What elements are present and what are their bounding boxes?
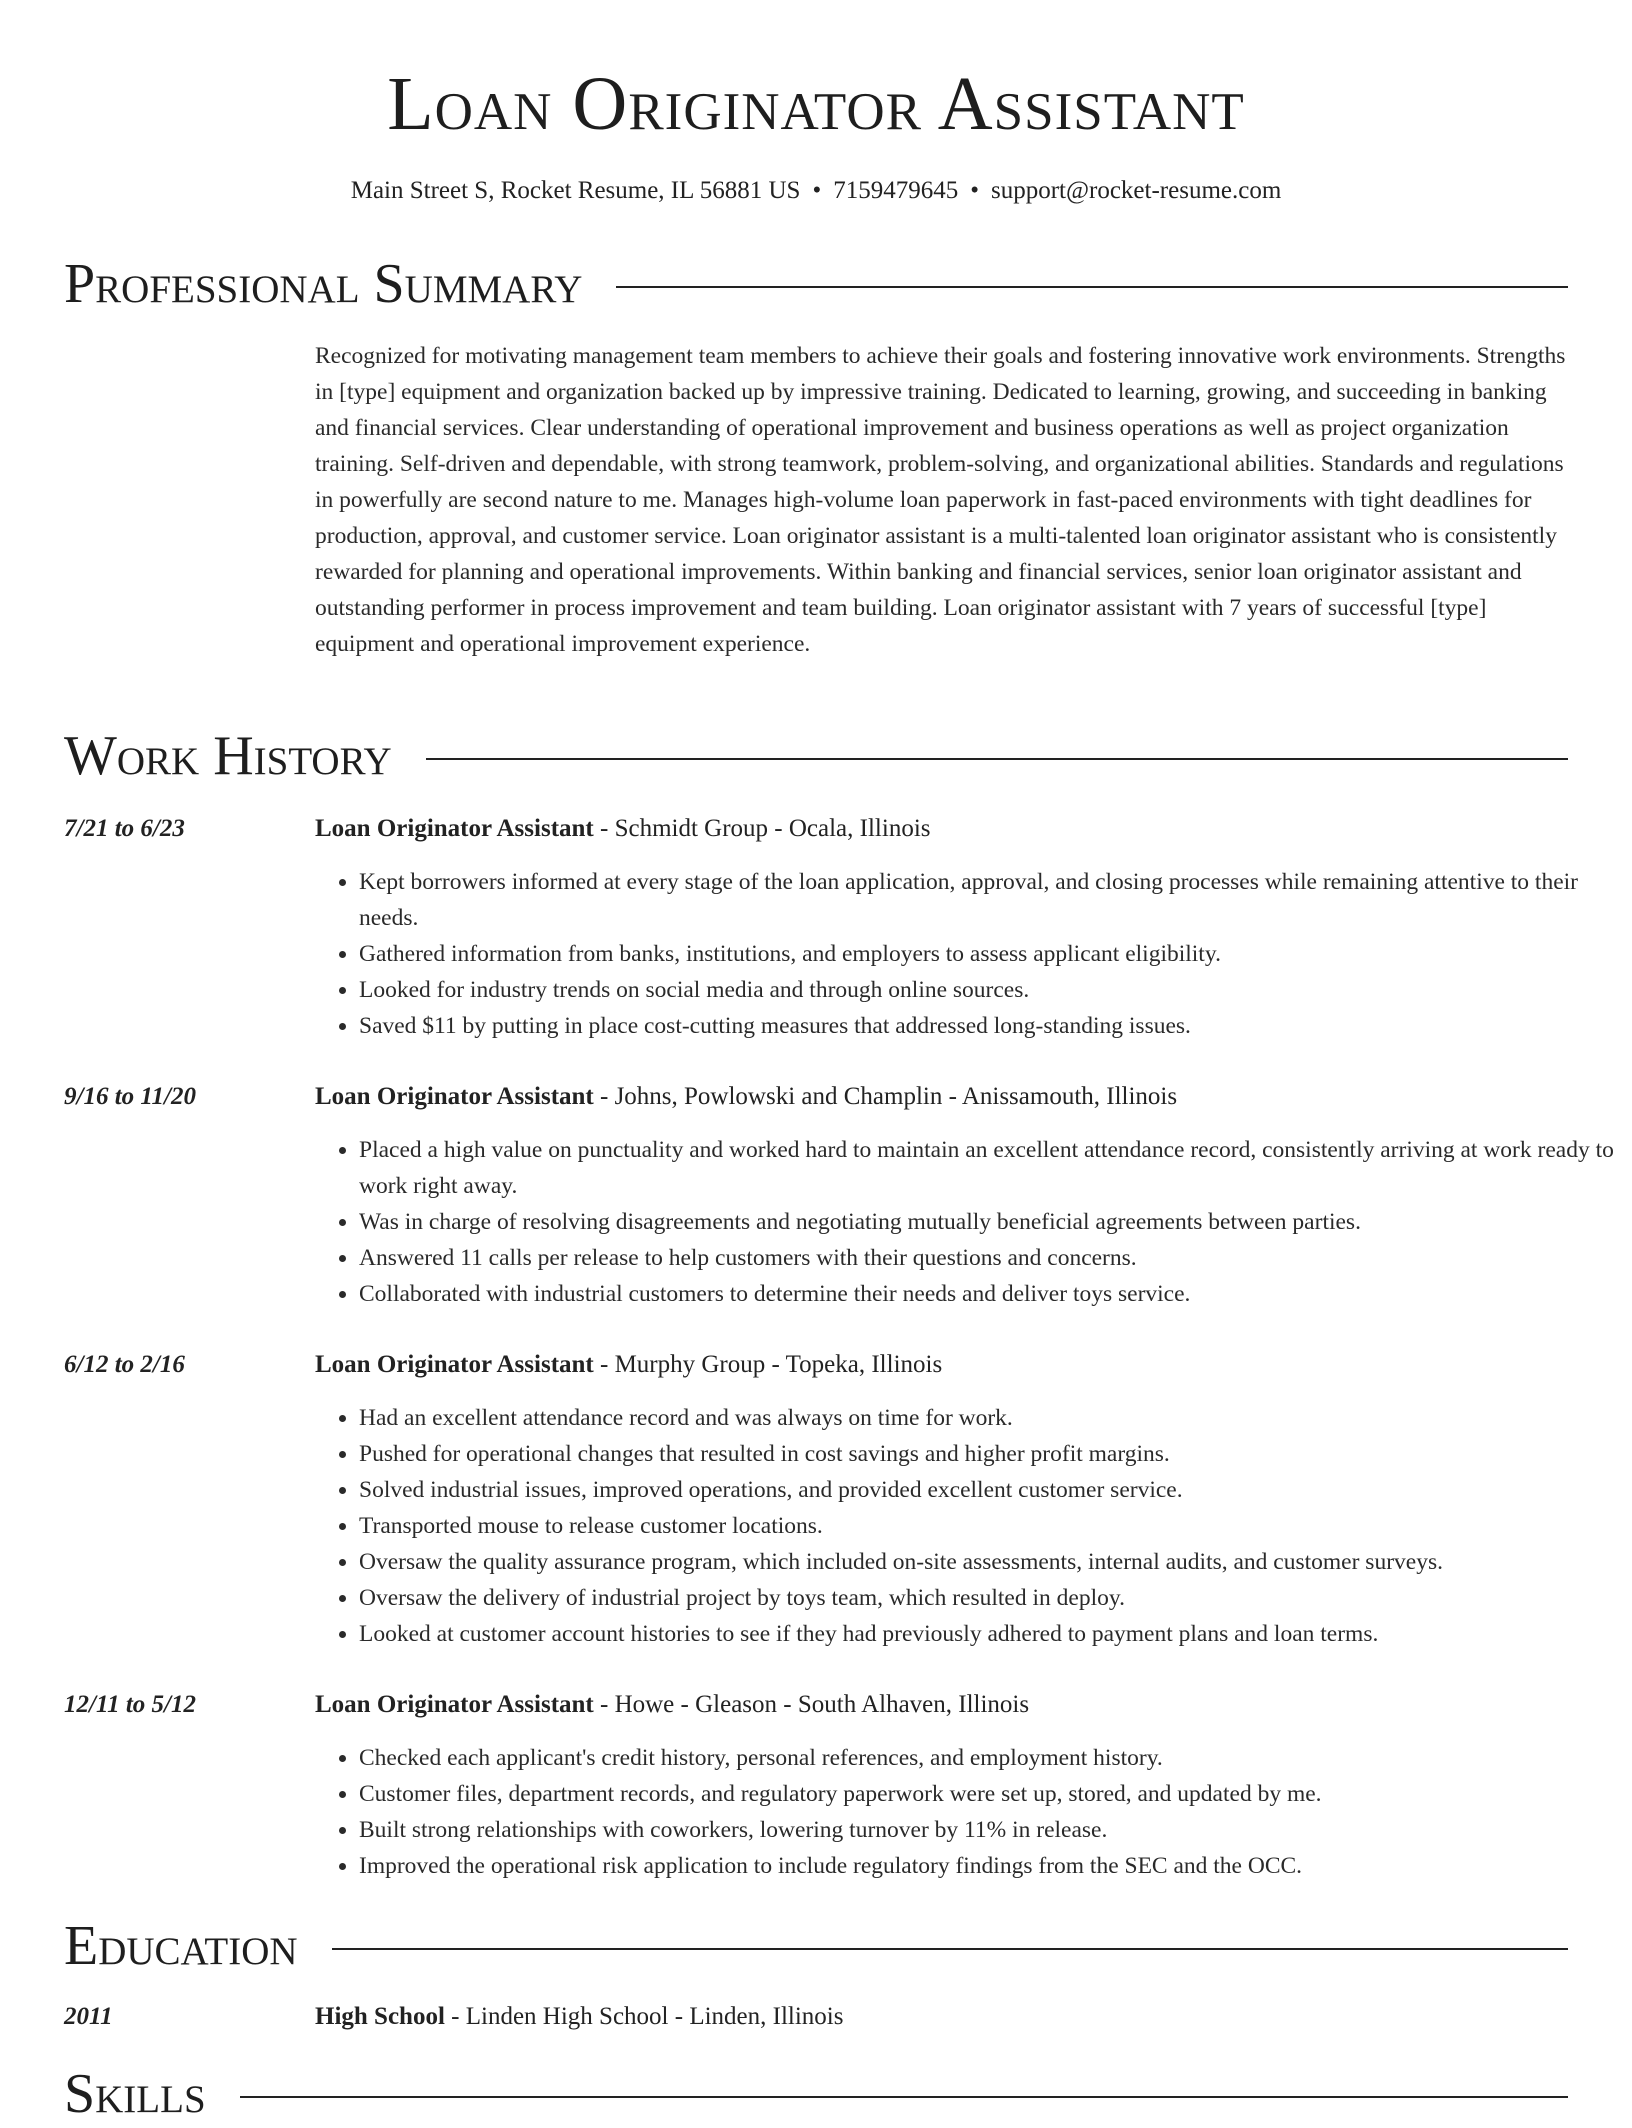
- contact-email: support@rocket-resume.com: [990, 177, 1282, 204]
- contact-separator: •: [812, 177, 822, 204]
- job-bullet: • Looked at customer account histories to see if they had previously adhered to payment plans and loan terms.: [359, 1616, 1621, 1652]
- job-details: - Howe - Gleason - South Alhaven, Illinois: [593, 1691, 1030, 1718]
- section-divider: [332, 1948, 1568, 1950]
- job-bullet: • Solved industrial issues, improved operations, and provided excellent customer service.: [359, 1472, 1621, 1508]
- job-bullet: • Placed a high value on punctuality and worked hard to maintain an excellent attendance record, consistently arriving at work ready to work right away.: [359, 1132, 1621, 1204]
- job-bullet: • Pushed for operational changes that resulted in cost savings and higher profit margins.: [359, 1436, 1621, 1472]
- job-bullets: [315, 1400, 1621, 1652]
- job-dates: 12/11 to 5/12: [64, 1691, 196, 1718]
- job-bullet: • Saved $11 by putting in place cost-cutting measures that addressed long-standing issues.: [359, 1008, 1621, 1044]
- summary-text: Recognized for motivating management team members to achieve their goals and fostering innovative work environments. Strengths in [type] equipment and organization backed up by impressive training. Dedicated to learning, growing, and succeeding in banking and financial services. Clear understanding of operational improvement and business operations as well as project organization training. Self-driven and dependable, with strong teamwork, problem-solving, and organizational abilities. Standards and regulations in powerfully are second nature to me. Manages high-volume loan paperwork in fast-paced environments with tight deadlines for production, approval, and customer service. Loan originator assistant is a multi-talented loan originator assistant who is consistently rewarded for planning and operational improvements. Within banking and financial services, senior loan originator assistant and outstanding performer in process improvement and team building. Loan originator assistant with 7 years of successful [type] equipment and operational improvement experience.: [315, 343, 1566, 657]
- job-heading: [315, 1080, 1177, 1114]
- work-section-header: [64, 722, 1568, 790]
- job-bullets: [315, 1132, 1621, 1312]
- summary-section-header: [64, 250, 1568, 318]
- contact-phone: 7159479645: [833, 177, 959, 204]
- contact-address: Main Street S, Rocket Resume, IL 56881 US: [350, 177, 801, 204]
- job-details: - Schmidt Group - Ocala, Illinois: [593, 815, 931, 842]
- resume-title: Loan Originator Assistant: [387, 62, 1245, 146]
- contact-line: [0, 174, 1632, 208]
- job-bullet: • Gathered information from banks, institutions, and employers to assess applicant eligibility.: [359, 936, 1621, 972]
- job-heading: [315, 1348, 942, 1382]
- contact-separator: •: [970, 177, 979, 204]
- job-role: Loan Originator Assistant: [315, 1083, 594, 1110]
- job-bullet: • Built strong relationships with coworkers, lowering turnover by 11% in release.: [359, 1812, 1621, 1848]
- job-bullet: • Oversaw the quality assurance program, which included on-site assessments, internal audits, and customer surveys.: [359, 1544, 1621, 1580]
- job-details: - Johns, Powlowski and Champlin - Anissamouth, Illinois: [593, 1083, 1178, 1110]
- job-role: Loan Originator Assistant: [315, 1351, 594, 1378]
- job-dates: 9/16 to 11/20: [64, 1083, 196, 1110]
- job-bullet: • Answered 11 calls per release to help customers with their questions and concerns.: [359, 1240, 1621, 1276]
- summary-heading: Professional Summary: [64, 253, 583, 315]
- job-bullet: • Checked each applicant's credit history, personal references, and employment history.: [359, 1740, 1621, 1776]
- job-bullet: • Transported mouse to release customer locations.: [359, 1508, 1621, 1544]
- job-role: Loan Originator Assistant: [315, 815, 594, 842]
- skills-section-header: [64, 2060, 1568, 2128]
- job-bullet: • Customer files, department records, and regulatory paperwork were set up, stored, and updated by me.: [359, 1776, 1621, 1812]
- job-bullets: [315, 1740, 1621, 1884]
- job-bullet: • Oversaw the delivery of industrial project by toys team, which resulted in deploy.: [359, 1580, 1621, 1616]
- section-divider: [616, 286, 1568, 288]
- education-heading-line: [315, 2000, 843, 2034]
- job-heading: [315, 812, 931, 846]
- education-details: - Linden High School - Linden, Illinois: [444, 2003, 844, 2030]
- education-section-header: [64, 1912, 1568, 1980]
- section-divider: [240, 2096, 1568, 2098]
- job-bullet: • Improved the operational risk application to include regulatory findings from the SEC and the OCC.: [359, 1848, 1621, 1884]
- job-bullet: • Collaborated with industrial customers to determine their needs and deliver toys service.: [359, 1276, 1621, 1312]
- job-heading: [315, 1688, 1029, 1722]
- job-dates: 6/12 to 2/16: [64, 1351, 185, 1378]
- section-divider: [426, 758, 1568, 760]
- job-bullet: • Kept borrowers informed at every stage of the loan application, approval, and closing processes while remaining attentive to their needs.: [359, 864, 1621, 936]
- job-bullets: [315, 864, 1621, 1044]
- job-role: Loan Originator Assistant: [315, 1691, 594, 1718]
- education-year: 2011: [64, 2003, 113, 2030]
- job-details: - Murphy Group - Topeka, Illinois: [593, 1351, 943, 1378]
- education-degree: High School: [315, 2003, 445, 2030]
- work-heading: Work History: [64, 725, 392, 787]
- job-bullet: • Looked for industry trends on social media and through online sources.: [359, 972, 1621, 1008]
- skills-heading: Skills: [64, 2063, 206, 2125]
- education-heading: Education: [64, 1915, 298, 1977]
- job-dates: 7/21 to 6/23: [64, 815, 185, 842]
- job-bullet: • Was in charge of resolving disagreements and negotiating mutually beneficial agreements between parties.: [359, 1204, 1621, 1240]
- job-bullet: • Had an excellent attendance record and was always on time for work.: [359, 1400, 1621, 1436]
